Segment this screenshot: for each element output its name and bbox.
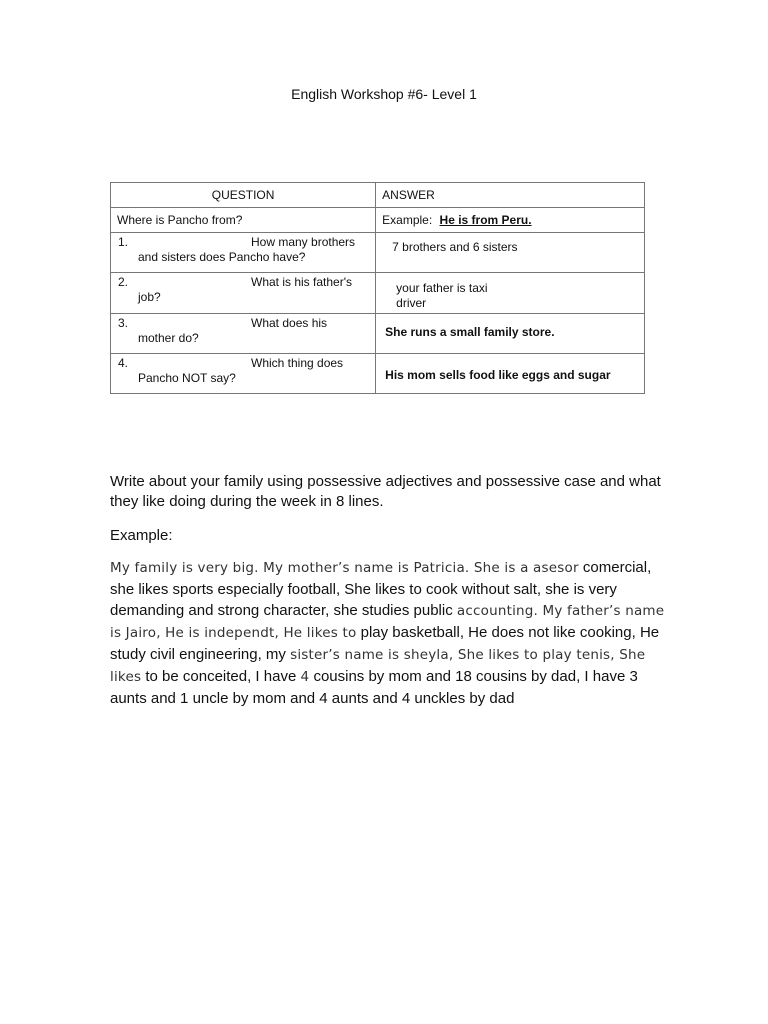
question-text-head: What does his: [251, 316, 328, 330]
example-answer-label: Example:: [382, 213, 433, 227]
answer-cell: [376, 208, 645, 233]
example-label: Example:: [110, 527, 173, 544]
table-row: [111, 314, 645, 354]
answer-text: His mom sells food like eggs and sugar: [385, 368, 611, 382]
question-column-header: QUESTION: [111, 183, 376, 208]
table-row: [111, 208, 645, 233]
answer-cell: [376, 273, 645, 314]
question-cell: [111, 314, 376, 354]
story-segment: sister’s name is sheyla, She likes to play tenis, She likes: [110, 647, 646, 685]
story-segment: to be conceited, I have: [145, 668, 297, 685]
story-segment: accounting. My father’s name is Jairo, He is independt, He likes to: [110, 603, 665, 641]
story-segment: 4: [300, 669, 310, 685]
question-number: 3.: [118, 316, 129, 330]
question-text-tail: and sisters does Pancho have?: [138, 250, 306, 264]
document-title: English Workshop #6- Level 1: [291, 86, 477, 102]
answer-text: 7 brothers and 6 sisters: [392, 240, 518, 254]
answer-cell: [376, 314, 645, 354]
example-question: Where is Pancho from?: [117, 213, 243, 227]
question-number: 2.: [118, 275, 129, 289]
question-number: 1.: [118, 235, 129, 249]
question-text-tail: Pancho NOT say?: [138, 371, 236, 385]
question-cell: [111, 233, 376, 273]
question-cell: [111, 273, 376, 314]
question-answer-table: [110, 182, 645, 394]
answer-text: your father is taxi driver: [396, 281, 488, 310]
question-text-head: What is his father's: [251, 275, 352, 289]
table-row: [111, 273, 645, 314]
story-segment: cousins by mom and 18 cousins by dad, I have 3 aunts and 1 uncle by mom and 4 aunts and 4 unckles by dad: [110, 668, 638, 707]
answer-cell: [376, 354, 645, 394]
table-row: [111, 354, 645, 394]
example-answer-value: He is from Peru.: [439, 213, 532, 227]
question-cell: [111, 354, 376, 394]
story-segment: comercial, she likes sports especially football, She likes to cook without salt, she is very demanding and strong character, she studies public: [110, 559, 652, 619]
story-segment: play basketball, He does not like cooking, He study civil engineering, my: [110, 624, 660, 663]
question-text-tail: job?: [138, 290, 161, 304]
table-header-row: [111, 183, 645, 208]
question-number: 4.: [118, 356, 129, 370]
table-row: [111, 233, 645, 273]
answer-column-header: ANSWER: [376, 183, 645, 208]
question-text-tail: mother do?: [138, 331, 199, 345]
story-segment: My family is very big. My mother’s name is Patricia. She is a asesor: [110, 560, 579, 576]
question-text-head: How many brothers: [251, 235, 356, 249]
answer-cell: [376, 233, 645, 273]
question-cell: [111, 208, 376, 233]
writing-instructions: Write about your family using possessive adjectives and possessive case and what they like doing during the week in 8 lines.: [110, 473, 661, 510]
family-story-paragraph: [110, 557, 670, 709]
question-text-head: Which thing does: [251, 356, 344, 370]
answer-text: She runs a small family store.: [385, 325, 555, 339]
